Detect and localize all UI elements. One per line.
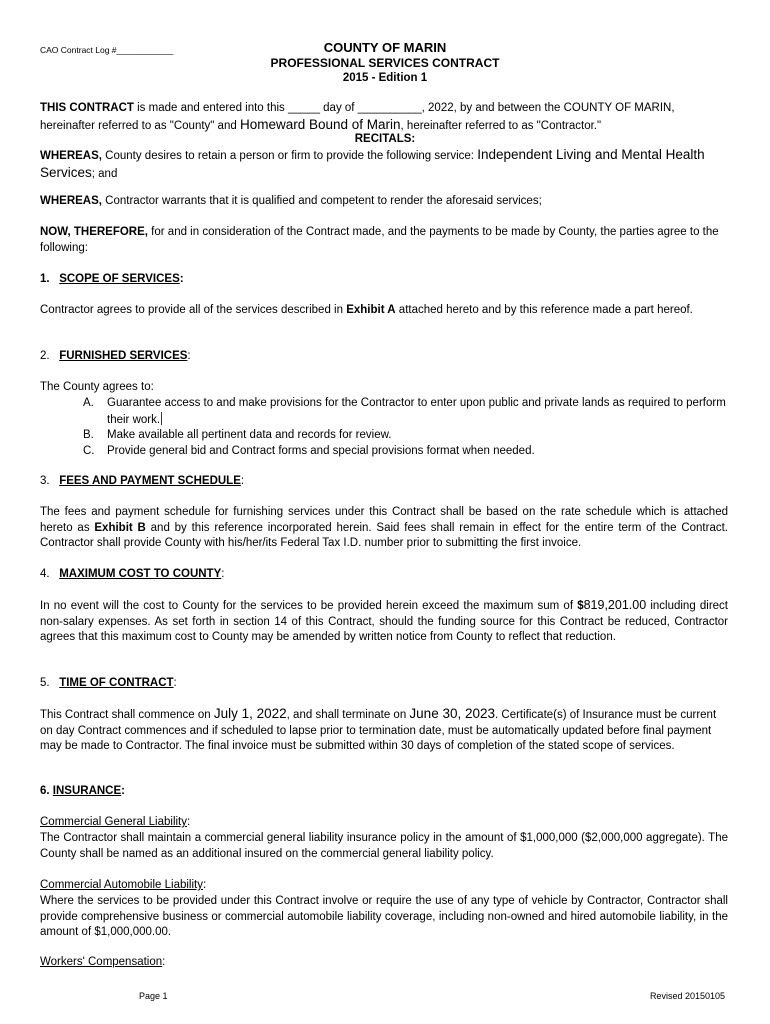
section-title: FEES AND PAYMENT SCHEDULE <box>59 475 241 487</box>
list-item <box>83 444 728 460</box>
section-text: In no event will the cost to County for the services to be provided herein exceed the maximum sum of <box>40 600 578 612</box>
document-edition: 2015 - Edition 1 <box>342 72 428 84</box>
intro-paragraph <box>40 101 728 134</box>
subsection-colon: : <box>162 956 166 968</box>
section-text: This Contract shall commence on <box>40 709 214 721</box>
section-4-heading <box>40 567 728 583</box>
section-5-heading <box>40 676 728 692</box>
now-therefore-text: for and in consideration of the Contract made, and the payments to be made by County, the parties agree to the following: <box>40 226 719 254</box>
section-title: INSURANCE <box>52 785 122 797</box>
list-item-text <box>107 396 728 428</box>
recital-whereas-1 <box>40 147 728 182</box>
general-liability-text: The Contractor shall maintain a commercial general liability insurance policy in the amount of $1,000,000 ($2,000,000 aggregate). The County shall be named as an additional insured on the commercial general liability policy. <box>40 832 728 860</box>
section-number: 2. <box>40 350 50 362</box>
list-item-text: Make available all pertinent data and records for review. <box>107 429 392 441</box>
auto-liability-heading <box>40 878 728 894</box>
section-colon: : <box>240 475 245 487</box>
start-date: July 1, 2022 <box>213 706 287 721</box>
list-item-text: Provide general bid and Contract forms and special provisions format when needed. <box>107 444 535 457</box>
section-text: The fees and payment schedule for furnishing services under this Contract shall be based on the rate schedule which is attached hereto as <box>40 506 728 534</box>
exhibit-b-ref: Exhibit B <box>94 521 146 534</box>
section-text-tail: attached hereto and by this reference made a part hereof. <box>395 304 693 316</box>
exhibit-a-ref: Exhibit A <box>346 304 396 316</box>
section-number: 6. <box>40 785 50 797</box>
section-text-tail: . Certificate(s) of Insurance must be current on day Contract commences and if scheduled to lapse prior to termination date, must be automatically updated before final payment may be made to Contractor. The final invoice must be submitted within 30 days of completion of the stated scope of services. <box>40 709 717 752</box>
amount-sign: $ <box>577 600 584 612</box>
section-2-heading <box>40 349 728 365</box>
section-3-heading <box>40 474 728 490</box>
list-item <box>83 396 728 428</box>
section-number: 5. <box>40 677 50 689</box>
section-3-body <box>40 505 728 552</box>
list-item-label: A. <box>83 397 94 409</box>
recital-now-therefore <box>40 225 728 256</box>
section-4-body <box>40 598 728 646</box>
section-colon: : <box>221 568 225 580</box>
intro-text: is made and entered into this _____ day of __________, 2022, by and between the COUNTY OF MARIN, hereinafter referred to as "County" and <box>40 102 675 132</box>
section-title: FURNISHED SERVICES <box>59 350 188 362</box>
furnished-services-list <box>83 396 728 459</box>
end-date: June 30, 2023 <box>409 706 495 721</box>
contractor-name: Homeward Bound of Marin <box>239 116 401 132</box>
whereas-text: County desires to retain a person or firm to provide the following service: <box>101 150 478 162</box>
whereas-text: Contractor warrants that it is qualified and competent to render the aforesaid services; <box>101 195 542 207</box>
section-6-heading <box>40 784 728 800</box>
section-text-mid: , and shall terminate on <box>286 709 410 721</box>
section-number: 4. <box>40 568 50 580</box>
maximum-amount: 819,201.00 <box>583 598 647 612</box>
section-1-heading <box>40 272 728 288</box>
subsection-colon: : <box>187 816 191 828</box>
subsection-title: Commercial General Liability <box>40 816 187 828</box>
section-colon: : <box>173 677 177 689</box>
section-text: Contractor agrees to provide all of the services described in <box>40 304 347 316</box>
section-text-tail: and by this reference incorporated herein. Said fees shall remain in effect for the entire term of the Contract. Contractor shall provide County with his/her/its Federal Tax I.D. number prior to submitting the first invoice. <box>40 521 728 549</box>
general-liability-heading <box>40 815 728 831</box>
whereas-lead: WHEREAS, <box>40 195 102 207</box>
subsection-title: Workers' Compensation <box>40 956 163 968</box>
now-therefore-lead: NOW, THEREFORE, <box>40 226 148 238</box>
section-colon: : <box>121 785 126 797</box>
list-item-label: B. <box>83 429 94 441</box>
workers-comp-heading <box>40 955 728 971</box>
document-title: COUNTY OF MARIN <box>323 40 447 55</box>
intro-text-tail: , hereinafter referred to as "Contractor." <box>400 119 602 132</box>
text-cursor <box>161 412 162 425</box>
auto-liability-text: Where the services to be provided under this Contract involve or require the use of any type of vehicle by Contractor, Contractor shall provide comprehensive business or commercial automobile liability coverage, including non-owned and hired automobile liability, in the amount of $1,000,000.00. <box>40 895 728 938</box>
service-description: Independent Living and Mental Health Services <box>40 147 705 180</box>
whereas-tail: ; and <box>91 167 118 180</box>
section-title: MAXIMUM COST TO COUNTY <box>59 568 222 580</box>
subsection-colon: : <box>202 879 207 891</box>
recital-whereas-2 <box>40 194 728 210</box>
section-1-body <box>40 303 728 319</box>
list-item-content: Guarantee access to and make provisions for the Contractor to enter upon public and private lands as required to perform their work. <box>107 397 726 426</box>
list-item-label: C. <box>83 444 95 457</box>
document-subtitle: PROFESSIONAL SERVICES CONTRACT <box>270 56 500 70</box>
list-item <box>83 428 728 444</box>
section-number: 1. <box>40 273 50 285</box>
section-2-lead: The County agrees to: <box>40 381 154 393</box>
recitals-heading: RECITALS: <box>354 133 416 145</box>
section-number: 3. <box>40 475 50 487</box>
section-colon: : <box>187 350 191 362</box>
contract-log-number: CAO Contract Log #____________ <box>40 45 174 55</box>
revision-date: Revised 20150105 <box>649 991 725 1001</box>
section-title: TIME OF CONTRACT <box>59 677 174 689</box>
section-text-tail: including direct non-salary expenses. As set forth in section 14 of this Contract, should the funding source for this Contract be reduced, Contractor agrees that this maximum cost to County may be amended by written notice from County to reflect that reduction. <box>40 600 729 643</box>
page-number: Page 1 <box>139 991 168 1001</box>
intro-lead: THIS CONTRACT <box>40 102 134 114</box>
section-title: SCOPE OF SERVICES <box>59 273 180 285</box>
section-colon: : <box>179 273 184 285</box>
subsection-title: Commercial Automobile Liability <box>40 879 203 891</box>
section-5-body <box>40 706 728 755</box>
whereas-lead: WHEREAS, <box>40 150 102 162</box>
